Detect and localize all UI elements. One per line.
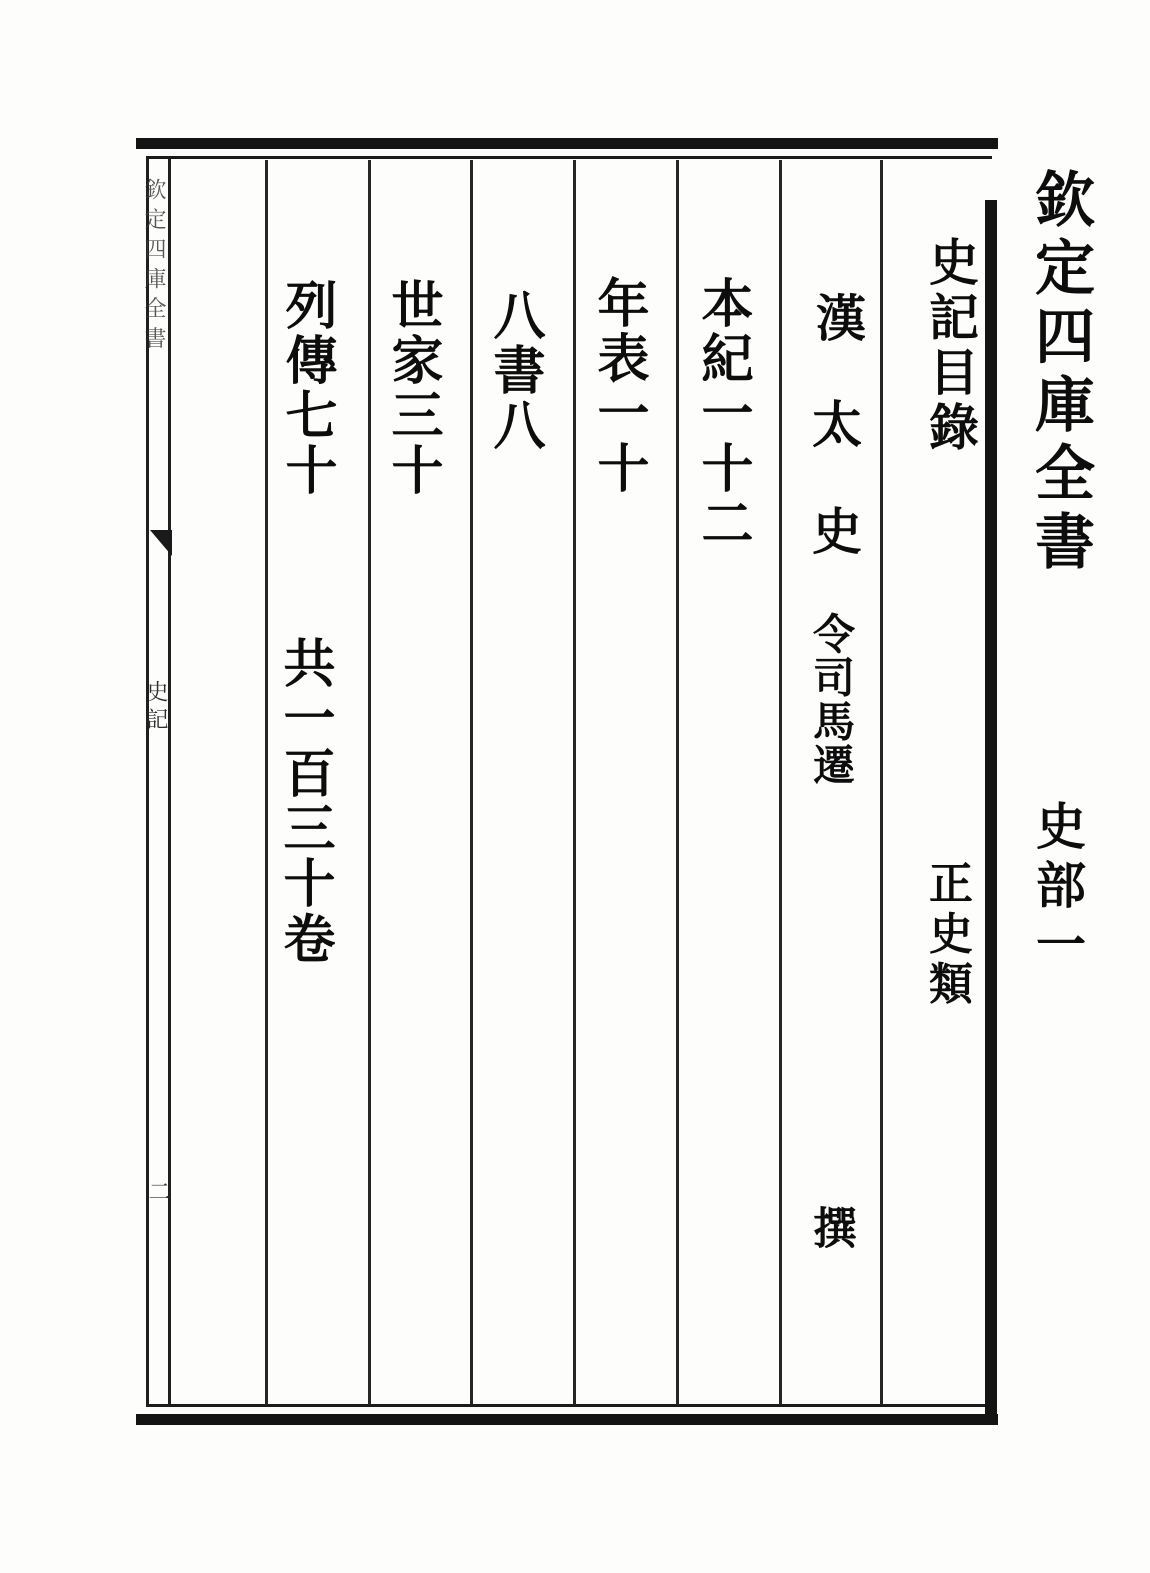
contents-entry-shijia: 世家三十 <box>382 278 443 499</box>
category-label: 正史類 <box>921 860 972 1011</box>
contents-entry-nianbiao: 年表一十 <box>588 276 649 497</box>
catalog-title: 史記目錄 <box>921 236 980 456</box>
author-title-2: 史 <box>804 505 863 558</box>
column-rule-2 <box>368 160 371 1405</box>
column-rule-6 <box>779 160 782 1405</box>
frame-rule-top-thin <box>146 156 992 159</box>
frame-rule-top <box>136 138 998 149</box>
column-rule-7 <box>880 160 883 1405</box>
contents-total: 共一百三十卷 <box>274 636 335 967</box>
column-rule-4 <box>573 160 576 1405</box>
frame-rule-bottom-thin <box>146 1404 992 1407</box>
margin-header-text: 欽定四庫全書 <box>141 178 166 357</box>
contents-entry-bashu: 八書八 <box>484 288 545 454</box>
column-rule-1 <box>265 160 268 1405</box>
contents-entry-liezhuan: 列傳七十 <box>276 278 337 499</box>
margin-page-number: 二 <box>145 1180 170 1202</box>
author-dynasty: 漢 <box>808 292 867 345</box>
author-verb: 撰 <box>805 1205 856 1252</box>
author-office: 令司馬遷 <box>807 612 856 787</box>
author-title-1: 太 <box>804 398 863 451</box>
column-rule-3 <box>470 160 473 1405</box>
fold-mark <box>150 530 172 556</box>
frame-rule-bottom <box>136 1414 998 1425</box>
series-title: 欽定四庫全書 <box>1025 168 1095 579</box>
frame-spine-right <box>985 200 997 1415</box>
contents-entry-benji: 本紀一十二 <box>692 276 753 552</box>
section-label: 史部一 <box>1028 800 1087 977</box>
column-rule-5 <box>676 160 679 1405</box>
margin-book-title: 史記 <box>143 680 168 735</box>
